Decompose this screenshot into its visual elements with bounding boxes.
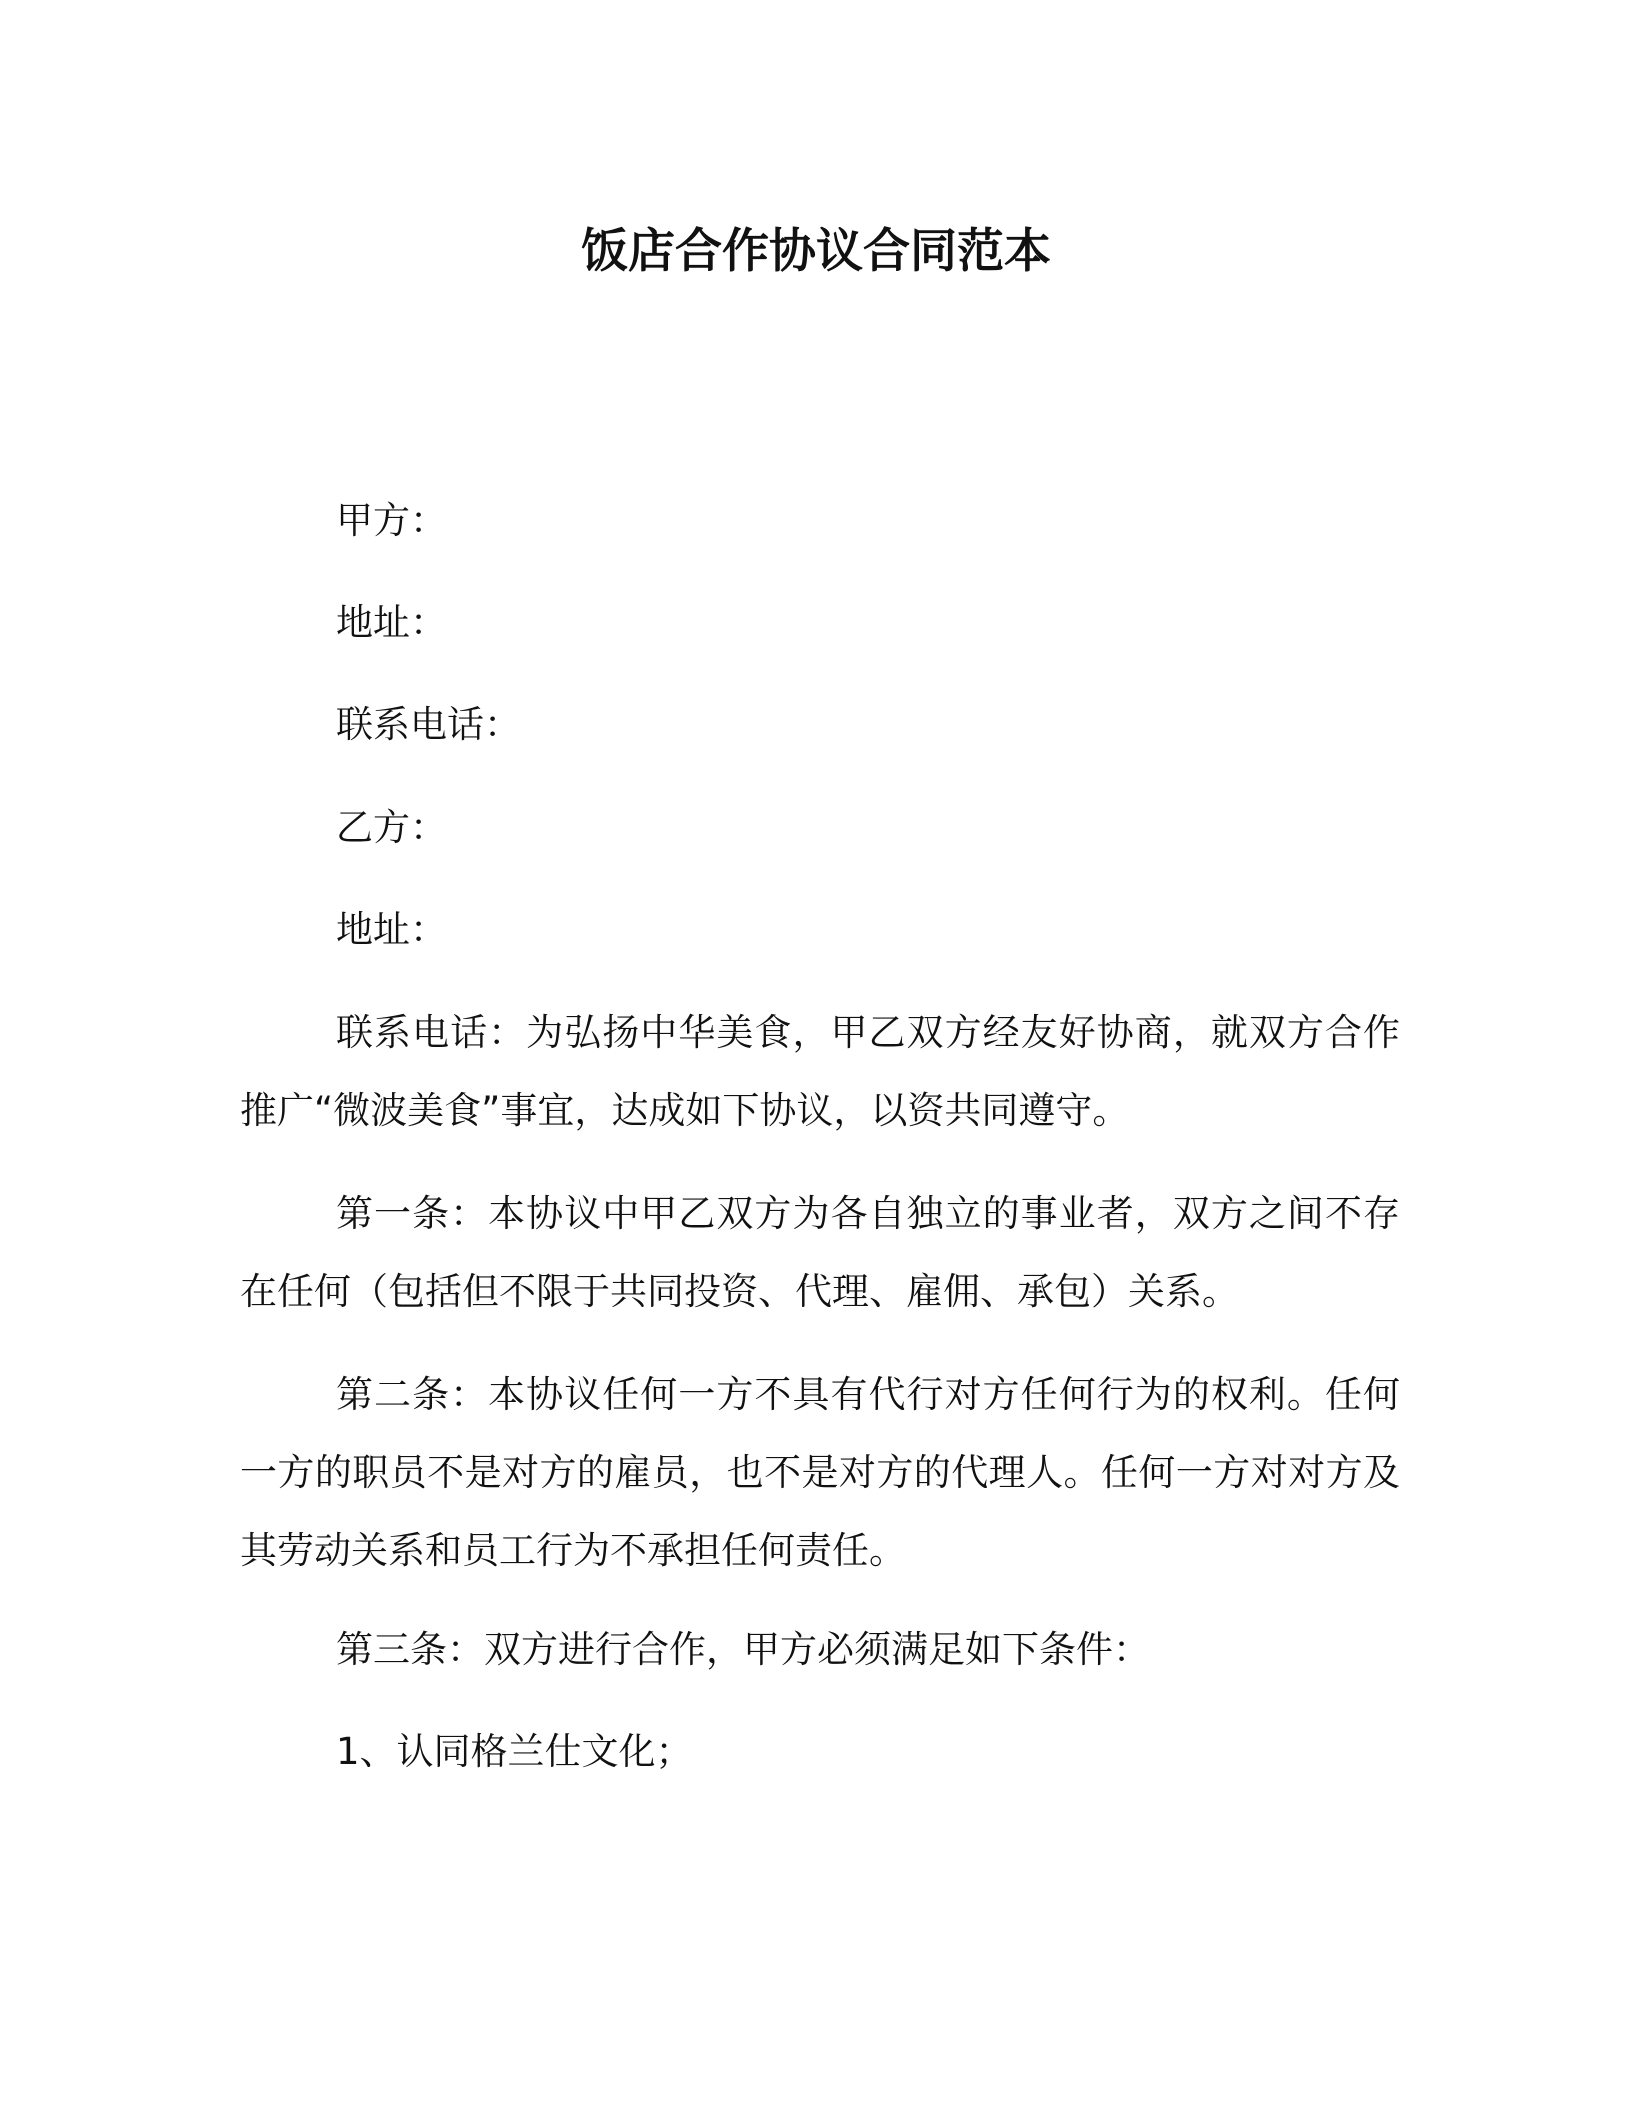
article-2: 第二条：本协议任何一方不具有代行对方任何行为的权利。任何一方的职员不是对方的雇员，也不是对方的代理人。任何一方对对方及其劳动关系和员工行为不承担任何责任。 [240, 1373, 1400, 1572]
intro-paragraph: 联系电话：为弘扬中华美食，甲乙双方经友好协商，就双方合作推广“微波美食”事宜，达成如下协议，以资共同遵守。 [240, 1011, 1400, 1132]
party-a-label: 甲方： [336, 499, 447, 542]
party-b-address-label: 地址： [336, 908, 447, 951]
party-b-label: 乙方： [336, 806, 447, 849]
article-3: 第三条：双方进行合作，甲方必须满足如下条件： [336, 1628, 1150, 1671]
party-a-address-label: 地址： [336, 601, 447, 644]
document-title: 饭店合作协议合同范本 [581, 224, 1051, 279]
party-a-phone-label: 联系电话： [336, 703, 521, 746]
condition-1: 1、认同格兰仕文化； [336, 1730, 693, 1773]
article-1: 第一条：本协议中甲乙双方为各自独立的事业者，双方之间不存在任何（包括但不限于共同投资、代理、雇佣、承包）关系。 [240, 1192, 1400, 1313]
